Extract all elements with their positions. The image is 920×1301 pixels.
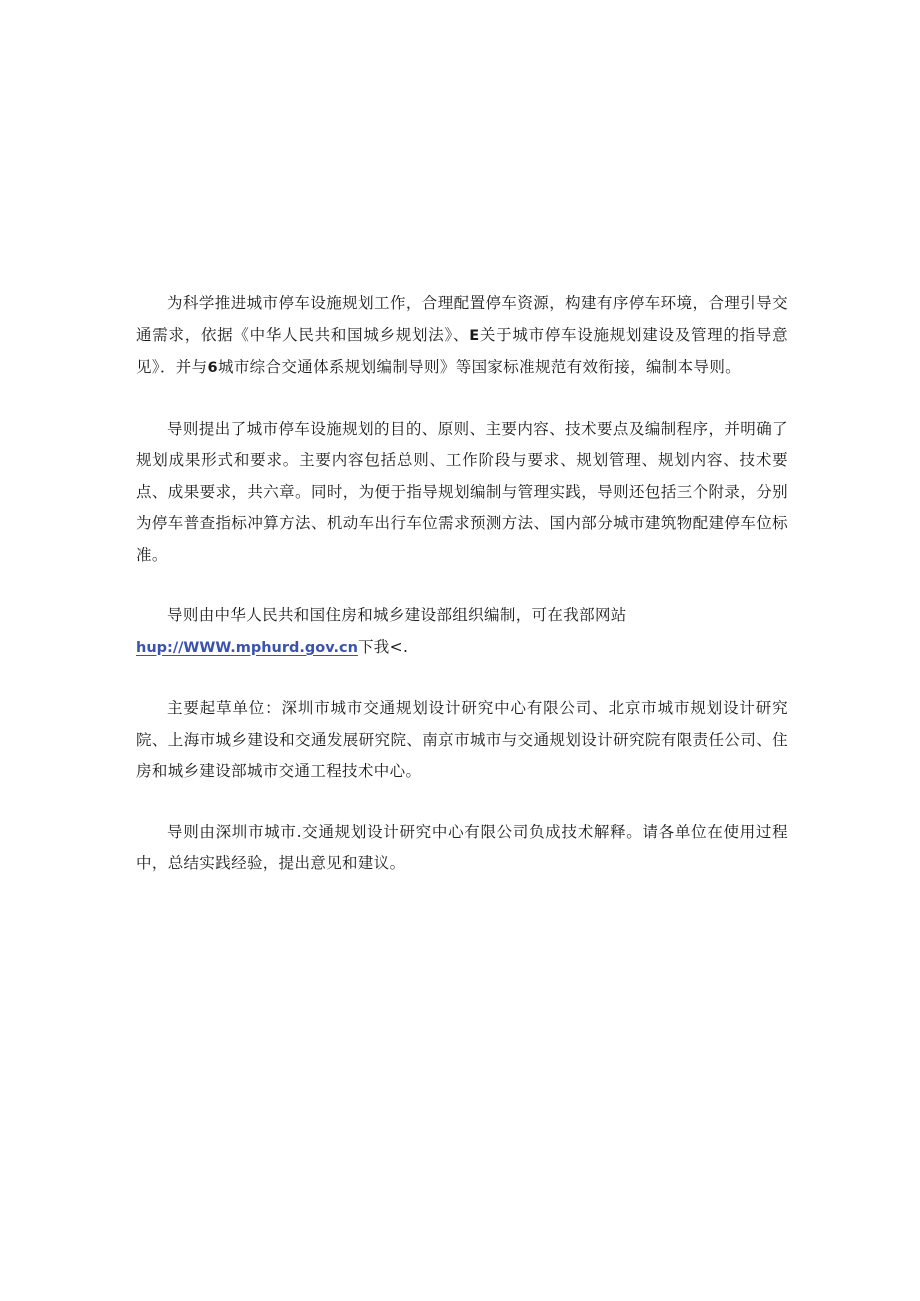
document-body — [136, 288, 788, 909]
paragraph-purpose-bold-e: E — [469, 327, 480, 344]
paragraph-drafting-units: 主要起草单位：深圳市城市交通规划设计研究中心有限公司、北京市城市规划设计研究院、上海市城乡建设和交通发展研究院、南京市城市与交通规划设计研究院有限责任公司、住房和城乡建设部城市交通工程技术中心。 — [136, 699, 788, 780]
paragraph-download-suffix: 下我<. — [357, 637, 409, 656]
paragraph-purpose-bold-6: 6 — [207, 360, 218, 376]
paragraph-interpretation: 导则由深圳市城市.交通规划设计研究中心有限公司负成技术解释。请各单位在使用过程中，总结实践经验，提出意见和建议。 — [136, 822, 788, 872]
paragraph-purpose-text-2: 关于城市停车设施规划建设及管理的指导意见》．并与 — [136, 325, 788, 376]
paragraph-contents: 导则提出了城市停车设施规划的目的、原则、主要内容、技术要点及编制程序，并明确了规划成果形式和要求。主要内容包括总则、工作阶段与要求、规划管理、规划内容、技术要点、成果要求，共六章。同时，为便于指导规划编制与管理实践，导则还包括三个附录，分别为停车普查指标冲算方法、机动车出行车位需求预测方法、国内部分城市建筑物配建停车位标准。 — [136, 419, 788, 564]
paragraph-download — [136, 600, 788, 664]
paragraph-purpose-text-3: 城市综合交通体系规划编制导则》等国家标准规范有效衔接，编制本导则。 — [217, 358, 742, 376]
website-link[interactable]: hup://WWW.mphurd.gov.cn — [136, 639, 358, 656]
paragraph-purpose — [136, 288, 788, 385]
paragraph-purpose-text-1: 为科学推进城市停车设施规划工作，合理配置停车资源，构建有序停车环境，合理引导交通需求，依据《中华人民共和国城乡规划法》、 — [136, 294, 788, 344]
paragraph-download-text: 导则由中华人民共和国住房和城乡建设部组织编制，可在我部网站 — [167, 606, 627, 624]
